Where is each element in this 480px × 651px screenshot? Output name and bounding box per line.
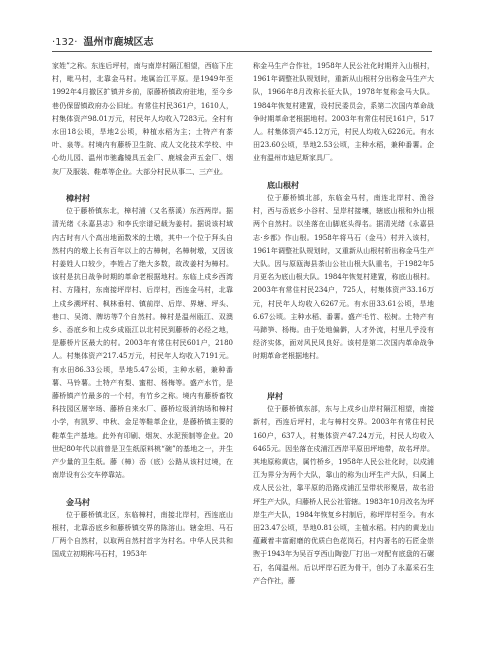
page-number: ·132· xyxy=(52,37,78,48)
section-heading-dishangen: 底山根村 xyxy=(267,180,299,190)
section-heading-zhangcun: 樟村村 xyxy=(66,194,90,204)
section-body-zhangcun: 位于藤桥镇东北，樟村浦（又名蔡溪）东西两岸。据清光绪《永嘉县志》和李氏宗谱记载为姜村。据说该村域内古时有八个高出地面数米的土墩，其中一个位于拜头自然村内的墩上长有百年以上的古樟树，名樟树墩，又因该村姜姓人口较少，李姓占了绝大多数，故改姜村为樟村。该村是抗日战争时期的革命老根据地村。东临上戍乡西湾村、方隆村，东南接坪岸村、后岸村，西连金马村，北靠上戍乡溯坪村、枫林垂村、镇前岸、后岸、界塘、坪头、巷口、吴湾、牌坊等7个自然村。樟村是温州瓯江、双澳乡、岙底乡和上戍乡成瓯江以北村民到藤桥的必经之地，是藤桥片区最大的村。2003年有常住村民601户，2180人。村集体资产217.45万元，村民年人均收入7191元。有水田86.33公顷，旱地5.47公顷，主种水稻，兼种番薯、马铃薯。土特产有梨、蜜柑、杨梅等。盛产水竹，是藤桥镇产竹最多的一个村，有竹乡之称。境内有藤桥畜牧科技园区屠宰场、藤桥自来水厂、藤桥垃圾消纳场和樟村小学，有凯罗、申秋、金足等鞋革企业，是藤桥镇主要的鞋革生产基地。此外有印刷、烟灰、水泥预制等企业。20世纪80年代以前曾是卫生纸原料桃“碗”的基地之一，并生产少量的卫生纸。藤（樟）岙（底）公路从该村过境，在南岸设有公交车停靠站。 xyxy=(52,207,233,480)
section-body-jinma: 位于藤桥镇北区，东临樟村，南接北岸村，西连底山根村，北靠岙底乡和藤桥镇交界的陈溶山。辖金坦、马石厂两个自然村，以取两自然村首字为村名。中华人民共和国成立初期称马石村，1953年 xyxy=(52,510,233,559)
section-body-dishangen: 位于藤桥镇北部，东临金马村，南连北岸村、渔谷村，西与岙底乡小谷村、呈岸村接壤，辖底山根和外山根两个自然村。以坐落在山脚底头得名。据清光绪《永嘉县志·乡都》作山根。1958年将马石（金马）村并入该村，1961年调整社队规划时，又重新从山根村析出称金马生产大队。因与原瓯海县茶山公社山根大队重名，于1982年5月更名为底山根大队。1984年恢复村建置，称底山根村。2003年有常住村民234户，725人，村集体资产33.16万元，村民年人均收入6267元。有水田33.61公顷，旱地6.67公顷。主种水稻、番薯。盛产毛竹、松树。土特产有马蹄笋、杨梅。由于处地偏僻，人才外流，村里几乎没有经济实体，面对风民风良好。该村是第二次国内革命战争时期革命老根据地村。 xyxy=(253,194,434,361)
running-header xyxy=(52,30,432,52)
left-column xyxy=(52,60,233,635)
section-body-ancun: 位于藤桥镇东部，东与上戍乡山岸村隔江相望，南接新村，西连后坪村，北与樟村交界。2003年有常住村民160户，637人，村集体资产47.24万元，村民人均收入6465元。因坐落在戍浦江西岸平原田坪地带，故名坪岸。其地原称黄店，属竹桥乡，1958年人民公社化时，以戍浦江为界分为两个大队，靠山的称为山坪生产大队，归属上戍人民公社，靠平原的沿路戍浦江呈带状形聚居，故名沿坪生产大队，归藤桥人民公社管辖。1983年10月改名为坪岸生产大队，1984年恢复乡村制后，称坪岸村至今。有水田23.47公顷，旱地0.81公顷，主植水稻。村内的黄龙山蕴藏着丰富耐磨的优质白色花岗石，村内著名的石匠金崇煦于1943年为吴百亨西山陶瓷厂打出一对配有底盘的石碾石，名闻温州。后以坪岸石匠为骨干，创办了永嘉采石生产合作社，藤 xyxy=(253,405,434,585)
book-title: 温州市鹿城区志 xyxy=(83,37,154,48)
intro-paragraph: 家姓”之称。东连后坪村，南与南岸村隔江相望，西临下庄村，毗马村，北靠金马村。地属治江平原。是1949年至1992年4月撤区扩镇并乡前，原藤桥镇政府驻地，至今乡巷仍保留镇政府办公旧址。有常住村民361户，1610人，村集体资产98.01万元，村民年人均收入7283元。全村有水田18公顷，旱地2公顷，种植水稻为主；土特产有茶叶、泉等。村境内有藤桥卫生院、成人文化技术学校、中心幼儿园、温州市驰鑫镜具五金厂、鹿城金声五金厂、烟灰厂及服装、鞋革等企业。大部分村民从事二、三产业。 xyxy=(52,62,233,176)
continued-paragraph: 称金马生产合作社，1958年人民公社化时期并入山根村，1961年调整社队规划时，重新从山根村分出称金马生产大队，1966年8月改称长征大队，1978年复称金马大队。1984年恢复村建置，设村民委员会，系第二次国内革命战争时期革命老根据地村。2003年有常住村民161户，517人。村集体资产45.12万元，村民人均收入6226元。有水田23.60公顷，旱地2.53公顷，主种水稻，兼种番薯。企业有温州市迪尼斯家具厂。 xyxy=(253,62,434,163)
section-heading-anCun: 岸村 xyxy=(267,392,283,402)
section-heading-jinma: 金马村 xyxy=(66,497,90,507)
right-column xyxy=(253,60,434,635)
